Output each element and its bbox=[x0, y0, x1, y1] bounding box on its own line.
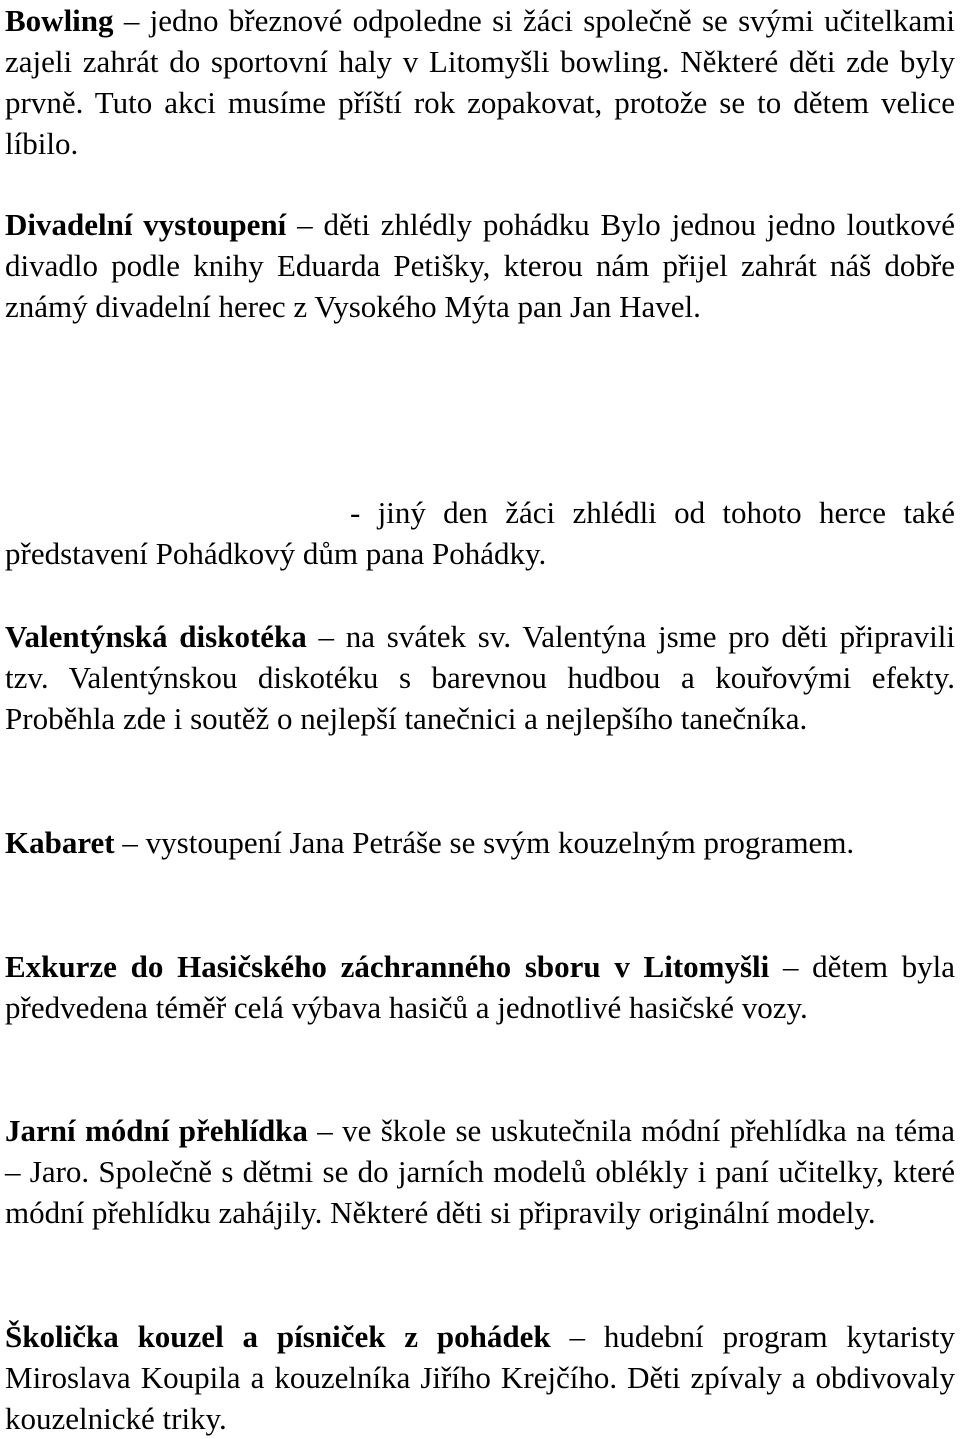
paragraph-jarni bbox=[5, 1110, 955, 1233]
paragraph-divadelni bbox=[5, 204, 955, 327]
paragraph-title: Valentýnská diskotéka bbox=[5, 619, 307, 654]
paragraph-valentynska bbox=[5, 616, 955, 739]
paragraph-kabaret bbox=[5, 822, 955, 863]
paragraph-text: – ve škole se uskutečnila módní přehlídka na téma – Jaro. Společně s dětmi se do jarních modelů oblékly i paní učitelky, které módní přehlídku zahájily. Některé děti si připravily originální modely. bbox=[5, 1113, 955, 1230]
paragraph-text: – děti zhlédly pohádku Bylo jednou jedno loutkové divadlo podle knihy Eduarda Petišky, kterou nám přijel zahrát náš dobře známý divadelní herec z Vysokého Mýta pan Jan Havel. bbox=[5, 207, 955, 324]
paragraph-bowling bbox=[5, 0, 955, 164]
paragraph-jiny-den bbox=[5, 492, 955, 574]
paragraph-text: - jiný den žáci zhlédli od tohoto herce také představení Pohádkový dům pana Pohádky. bbox=[5, 495, 955, 571]
paragraph-text: – hudební program kytaristy Miroslava Koupila a kouzelníka Jiřího Krejčího. Děti zpívaly a obdivovaly kouzelnické triky. bbox=[5, 1319, 955, 1436]
paragraph-text: – dětem byla předvedena téměř celá výbava hasičů a jednotlivé hasičské vozy. bbox=[5, 949, 956, 1025]
paragraph-skolicka bbox=[5, 1316, 955, 1439]
paragraph-text: – na svátek sv. Valentýna jsme pro děti připravili tzv. Valentýnskou diskotéku s barevnou hudbou a kouřovými efekty. Proběhla zde i soutěž o nejlepší tanečnici a nejlepšího tanečníka. bbox=[5, 619, 955, 736]
paragraph-title: Divadelní vystoupení bbox=[5, 207, 287, 242]
paragraph-title: Jarní módní přehlídka bbox=[5, 1113, 308, 1148]
paragraph-text: – jedno březnové odpoledne si žáci společně se svými učitelkami zajeli zahrát do sportovní haly v Litomyšli bowling. Některé děti zde byly prvně. Tuto akci musíme příští rok zopakovat, protože se to dětem velice líbilo. bbox=[5, 3, 955, 161]
paragraph-title: Kabaret bbox=[5, 825, 115, 860]
paragraph-title: Bowling bbox=[5, 3, 114, 38]
paragraph-text: – vystoupení Jana Petráše se svým kouzelným programem. bbox=[114, 825, 855, 860]
paragraph-exkurze bbox=[5, 946, 955, 1028]
paragraph-title: Exkurze do Hasičského záchranného sboru v Litomyšli bbox=[5, 949, 770, 984]
paragraph-title: Školička kouzel a písniček z pohádek bbox=[5, 1319, 551, 1354]
